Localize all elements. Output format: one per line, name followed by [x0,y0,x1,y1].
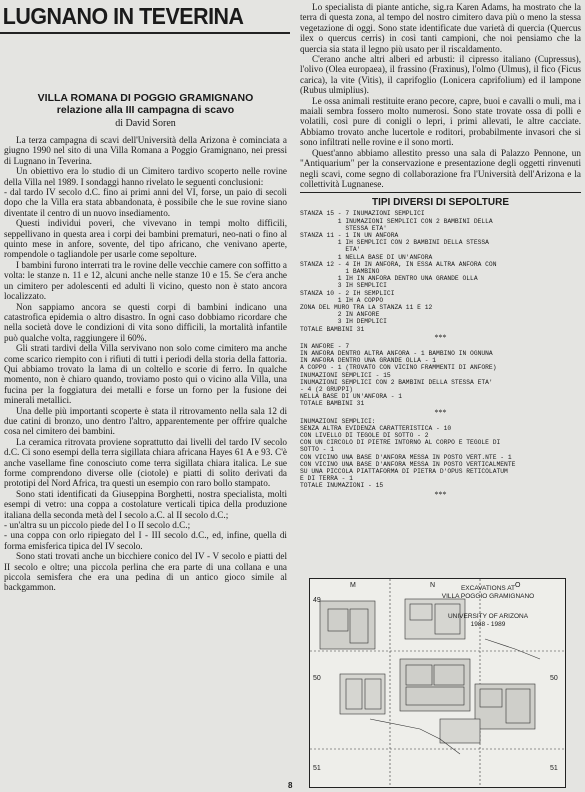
plan-title [428,585,548,629]
plan-title-line: EXCAVATIONS AT [460,585,516,592]
paragraph: - un'altra su un piccolo piede del I o II secolo d.C.; [4,520,191,531]
separator-stars: *** [434,489,447,499]
grid-label: 50 [550,675,558,682]
plan-title-line: 1988 - 1989 [470,621,506,628]
paragraph: Quest'anno abbiamo allestito presso una sala di Palazzo Pennone, un "Antiquarium" per la conservazione e presentazione degli oggetti rinvenuti negli scavi, come segno di collaborazione fra l'Università dell'Arizona e la collettività Lugnanese. [300,147,581,189]
burials-by-room: STANZA 15 - 7 INUMAZIONI SEMPLICI 1 INUMAZIONI SEMPLICI CON 2 BAMBINI DELLA STESSA ETA' STANZA 11 - 1 IN UN ANFORA 1 IH SEMPLICI CON 2 BAMBINI DELLA STESSA ETA' 1 NELLA BASE DI UN'ANFORA STANZA 12 - 4 IH IN ANFORA, IN ESSA ALTRA ANFORA CON 1 BAMBINO 1 IH IN ANFORA DENTRO UNA GRANDE OLLA 3 IH SEMPLICI STANZA 10 - 2 IH SEMPLICI 1 IH A COPPO ZONA DEL MURO TRA LA STANZA 11 E 12 2 IN ANFORE 3 IH DEMPLICI TOTALE BAMBINI 31 [300,210,497,333]
separator-stars: *** [434,407,447,417]
article-subtitle: relazione alla III campagna di scavo [56,104,235,116]
grid-label: 49 [313,597,321,604]
grid-label: N [430,582,436,589]
article-title: VILLA ROMANA DI POGGIO GRAMIGNANO [37,92,254,104]
paragraph: Sono stati identificati da Giuseppina Borghetti, nostra specialista, molti esempi di vetro: una coppa a costolature verticali tipica della produzione italiana della seconda metà del I secolo a.C. al II secolo d.C.; [4,488,287,520]
grid-label: 51 [550,765,558,772]
plan-title-line: UNIVERSITY OF ARIZONA [447,613,529,620]
right-column [300,2,581,500]
paragraph: Sono stati trovati anche un bicchiere conico del IV - V secolo e piatti del II secolo e oltre; una piccola perlina che era parte di una collana e una piccola semisfera che era una pedina di un antico gioco simile al backgammon. [4,551,287,593]
paragraph: Le ossa animali restituite erano pecore, capre, buoi e cavalli o muli, ma i maiali sembra fossero molto numerosi. Sono state trovate ossa di polli e volatili, così pure di conigli o lepri, i primi allevati, le altre cacciate. Abbiamo trovato anche lucertole e roditori, probabilmente invasori che si sono infiltrati nelle rovine e il sono morti. [300,95,581,148]
paragraph: Una delle più importanti scoperte è stata il ritrovamento nella sala 12 di due catini di bronzo, uno dentro l'altro, apparentemente per offrire qualche cosa nel cimitero dei bambini. [4,405,287,437]
paragraph: C'erano anche altri alberi ed arbusti: il cipresso italiano (Cupressus), l'olivo (Olea europaea), il frassino (Fraxinus), l'olmo (Ulmus), il fico (Ficus carica), la vite (Vitis), il caprifoglio (Lonicera caprifolium) ed il lampone (Rubus ulmiplius). [300,54,581,96]
paragraph: La terza campagna di scavi dell'Università della Arizona è cominciata a giugno 1990 nel sito di una Villa Romana a Poggio Gramignano, nei pressi di Lugnano in Teverina. [4,135,287,166]
section-rule [300,192,581,193]
grid-label: 51 [313,765,321,772]
grid-label: O [515,582,521,589]
burials-by-type: IN ANFORE - 7 IN ANFORA DENTRO ALTRA ANFORA - 1 BAMBINO IN OGNUNA IN ANFORA DENTRO UNA GRANDE OLLA - 1 A COPPO - 1 (TROVATO CON VICINO FRAMMENTI DI ANFORE) INUMAZIONI SEMPLICI - 15 INUMAZIONI SEMPLICI CON 2 BAMBINI DELLA STESSA ETA' - 4 (2 GRUPPI) NELLA BASE DI UN'ANFORA - 1 TOTALE BAMBINI 31 [300,342,497,408]
grid-label: 50 [313,675,321,682]
paragraph: Un obiettivo era lo studio di un Cimitero tardivo scoperto nelle rovine della Villa nel 1989. I sondaggi hanno rivelato le seguenti conclusioni: [4,166,287,187]
paragraph: - dal tardo IV secolo d.C. fino ai primi anni del VI, forse, un paio di secoli dopo che la Villa era stata abbandonata, è possibile che le sue rovine siano diventate il centro di un nuovo insediamento. [4,187,287,218]
grid-label: M [350,582,356,589]
paragraph: La ceramica ritrovata proviene soprattutto dai livelli del tardo IV secolo d.C. Ci sono esempi della terra sigillata chiara africana Hayes 61 A e 93. C'è anche vasellame fine conosciuto come terra sigillata chiara italica. Le sue forme comprendono diverse olle (ciotole) e piatti di solito derivati da prototipi del Nord Africa, tra questi un esempio con raro bollo stampato. [4,436,287,489]
paragraph: Gli strati tardivi della Villa servivano non solo come cimitero ma anche come scarico riempito con i rifiuti di tutti i periodi della storia della fattoria. Qui abbiamo trovato la lama di un coltello e scorie di ferro. In qualche momento, non è chiaro quando, troviamo posto qui o vicino alla Villa, una fucina per la foggiatura dei metalli e forse un forno per la fusione dei minerali metallici. [4,343,287,406]
burials-inhumations: INUMAZIONI SEMPLICI: SENZA ALTRA EVIDENZA CARATTERISTICA - 10 CON LIVELLO DI TEGOLE DI SOTTO - 2 CON UN CIRCOLO DI PIETRE INTORNO AL CORPO E TEGOLE DI SOTTO - 1 CON VICINO UNA BASE D'ANFORA MESSA IN POSTO VERT.NTE - 1 CON VICINO UNA BASE D'ANFORA MESSA IN POSTO VERTICALMENTE SU UNA PICCOLA PIATTAFORMA DI PIETRA D'OPUS RETICOLATUM E DI TERRA - 1 TOTALE INUMAZIONI - 15 [300,417,516,490]
burials-title: TIPI DIVERSI DI SEPOLTURE [371,197,510,209]
article-column [4,92,287,593]
separator-stars: *** [434,332,447,342]
paragraph: Lo specialista di piante antiche, sig.ra Karen Adams, ha mostrato che la terra di questa zona, al tempo del nostro cimitero dava più o meno la stessa vegetazione di oggi. Sono state identificate due varietà di quercia (Quercus ilex o quercus cerris) in così tanti campioni, che noi pensiamo che la quercia sia stata il legno più usato per il riscaldamento. [300,2,581,54]
page-number: 8 [288,781,293,790]
plan-title-line: VILLA POGGIO GRAMIGNANO [441,593,535,600]
byline: di David Soren [115,118,176,129]
paragraph: Questi individui poveri, che vivevano in tempi molto difficili, seppellivano in questa area i corpi dei bambini prematuri, neo-nati o fino al quinto mese in anfore, sovente, del tipo africano, che venivano aperte, rompendole o tagliandole per usarle come sepolture. [4,218,287,260]
excavation-plan [309,578,566,788]
masthead-title: LUGNANO IN TEVERINA [2,3,244,29]
masthead [0,0,290,34]
paragraph: Non sappiamo ancora se questi corpi di bambini indicano una catastrofica epidemia o altro disastro. In ogni caso dobbiamo ricordare che nella società dove le condizioni di vita sono difficili, la mortalità infantile può qualche volta, raggiungere il 60%. [4,301,287,343]
paragraph: - una coppa con orlo ripiegato del I - III secolo d.C., ed, infine, quella di forma emisferica tipica del IV secolo. [4,530,287,551]
paragraph: I bambini furono interrati tra le rovine delle vecchie camere con soffitto a volta: le stanze n. 11 e 12, alcuni anche nelle stanze 10 e 15. Se c'era anche un cimitero per adolescenti ed adulti lì vicino, questo non è stato ancora localizzato. [4,259,287,302]
